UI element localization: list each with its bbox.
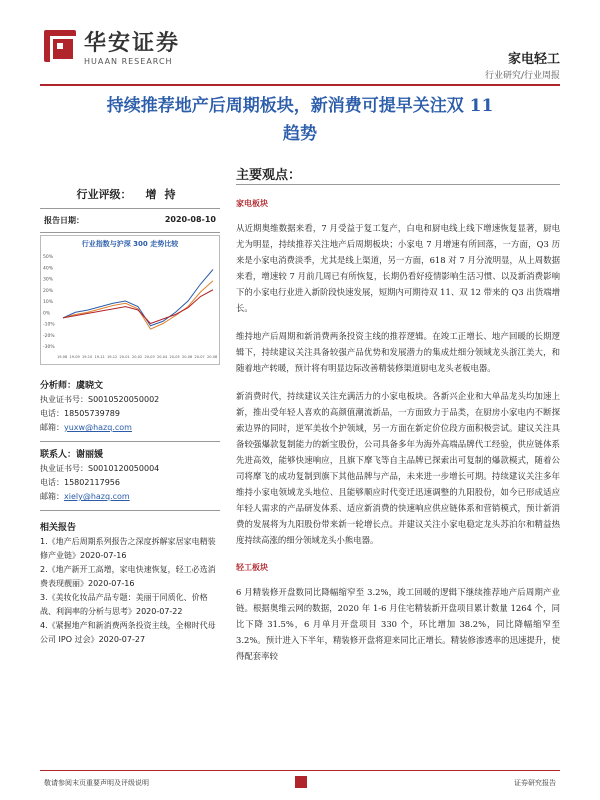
footer-divider: [40, 770, 560, 771]
phone-label: 电话：: [40, 478, 64, 487]
industry-label: 家电轻工: [507, 52, 560, 67]
x-tick-label: 19-11: [94, 355, 105, 359]
report-type: 行业研究/行业周报: [484, 71, 560, 81]
y-tick-label: 40%: [43, 266, 54, 272]
divider: [40, 441, 220, 442]
y-tick-label: -10%: [43, 322, 55, 328]
cert-number: S0010120050004: [88, 464, 160, 473]
main-content: [236, 190, 560, 676]
x-tick-label: 20-04: [157, 355, 168, 359]
related-item[interactable]: 1.《地产后周期系列报告之深度拆解家居家电精装修产业链》2020-07-16: [40, 537, 216, 560]
y-tick-label: 0%: [43, 311, 51, 317]
footer-logo-icon: [295, 776, 307, 788]
paragraph: 新消费时代，持续建议关注充满活力的小家电板块。各新兴企业和大单品龙头均加速上新，推出受年轻人喜欢的高颜值潮流新品，一方面致力于品类，在厨房小家电内不断探索边界的同时，逆军美妆个护领域，另一方面在新定价位段方面积极尝试。建议关注具备较强爆款复制能力的新宝股份，公司具备多年为海外高端品牌代工经验，供应链体系先进高效，能够快速响应，且旗下摩飞等自主品牌已探索出可复制的爆款模式，随着公司将摩飞的成功复制到旗下其他品牌与产品，未来进一步增长可期。持续建议关注多年维持小家电领域龙头地位、且能够顺应时代变迁迅速调整的九阳股份，如今已形成适应年轻人需求的产品研发体系、适应新消费的快速响应供应链体系和营销模式，预计新消费的发展将为九阳股份带来新一轮增长点。并建议关注小家电稳定龙头苏泊尔和精益热度持续高涨的细分领域龙头小熊电器。: [236, 391, 560, 545]
chart-title: 行业指数与沪深 300 走势比较: [81, 240, 179, 248]
x-tick-label: 20-01: [119, 355, 130, 359]
paragraph: 从近期奥维数据来看，7 月受益于复工复产，白电和厨电线上线下增速恢复显著，厨电尤为明显，持续推荐关注地产后周期板块；小家电 7 月增速有所回落，一方面，Q3 历来是小家电消费淡季，尤其是线上渠道，另一方面，618 对 7 月分流明显，从上周数据来看，增速较 7 月前几周已有所恢复，长期仍看好疫情影响生活习惯、以及新消费影响下的小家电行业进入新阶段快速发展，短期内可期待双 11、双 12 带来的 Q3 出货端增长。: [236, 223, 560, 313]
divider: [40, 510, 220, 511]
x-tick-label: 19-08: [57, 355, 68, 359]
chart-svg: [41, 252, 219, 362]
x-tick-label: 20-08: [207, 355, 218, 359]
left-sidebar: [40, 180, 220, 647]
analyst-1: [40, 379, 220, 435]
x-tick-label: 20-02: [132, 355, 143, 359]
y-tick-label: 20%: [43, 288, 54, 294]
related-item[interactable]: 2.《地产新开工高增，家电快速恢复，轻工必选消费表现靓丽》2020-07-16: [40, 565, 216, 588]
x-tick-label: 19-12: [107, 355, 118, 359]
logo-en: HUAAN RESEARCH: [84, 57, 173, 66]
footer-disclaimer: 敬请参阅末页重要声明及评级说明: [44, 779, 149, 787]
analyst-2: [40, 448, 220, 504]
report-title: [40, 92, 560, 148]
contact-name: 谢丽媛: [76, 450, 104, 460]
date-label: 报告日期：: [44, 216, 84, 225]
rating: [40, 180, 220, 208]
logo: [44, 26, 180, 66]
main-points-heading: 主要观点：: [236, 168, 302, 183]
phone-number: 15802117956: [64, 478, 120, 487]
logo-cn: 华安证券: [84, 30, 181, 56]
series-line-0: [63, 270, 213, 326]
related-header: 相关报告: [40, 523, 77, 533]
x-tick-label: 19-10: [82, 355, 93, 359]
date-value: 2020-08-10: [164, 215, 216, 224]
main-divider: [236, 184, 560, 185]
report-date: [40, 209, 220, 232]
x-tick-label: 20-03: [144, 355, 155, 359]
paragraph: 维持地产后周期和新消费两条投资主线的推荐逻辑。在竣工正增长、地产回暖的长期逻辑下，持续建议关注具备较强产品优势和发展潜力的集成灶细分领域龙头浙江美大，和随着地产转暖，预计将有明显边际改善精装修渠道厨电龙头老板电器。: [236, 331, 560, 373]
header-divider: [40, 84, 560, 86]
y-tick-label: -30%: [43, 345, 55, 350]
related-item[interactable]: 4.《紧握地产和新消费两条投资主线，全棉时代母公司 IPO 过会》2020-07-27: [40, 621, 216, 644]
y-tick-label: 50%: [43, 255, 54, 260]
phone-label: 电话：: [40, 409, 64, 418]
logo-mark-icon: [44, 30, 76, 62]
related-item[interactable]: 3.《美妆化妆品产品专题：美丽于同质化、价格战、利润率的分析与思考》2020-07-22: [40, 593, 208, 616]
email-label: 邮箱：: [40, 423, 64, 432]
rating-label: 行业评级：: [76, 188, 132, 201]
rating-value: 增持: [145, 188, 184, 201]
divider: [40, 232, 220, 233]
cert-label: 执业证书号：: [40, 395, 88, 404]
analyst-name: 虞晓文: [76, 381, 104, 391]
section-tag-light-industry: 轻工板块: [236, 563, 268, 572]
cert-number: S0010520050002: [88, 395, 160, 404]
phone-number: 18505739789: [64, 409, 120, 418]
x-tick-label: 20-06: [182, 355, 193, 359]
email-link[interactable]: xiely@hazq.com: [64, 492, 130, 501]
x-tick-label: 20-07: [194, 355, 205, 359]
y-tick-label: 10%: [43, 300, 54, 305]
index-chart: [40, 235, 220, 365]
related-reports: [40, 521, 220, 647]
y-tick-label: 30%: [43, 277, 54, 283]
section-tag-appliance: 家电板块: [236, 199, 268, 208]
paragraph: 6 月精装修开盘数同比降幅缩窄至 3.2%，竣工回暖的逻辑下继续推荐地产后周期产业链。根据奥维云网的数据，2020 年 1-6 月住宅精装新开盘项目累计数量 1264 个，同比下降 31.5%，6 月单月开盘项目 330 个，环比增加 38.2%，同比降幅缩窄至 3.2%。预计进入下半年，精装修开盘将迎来同比正增长。精装修渗透率的迅速提升，使得配套率较: [236, 587, 560, 661]
x-tick-label: 19-09: [69, 355, 80, 359]
email-link[interactable]: yuxw@hazq.com: [64, 423, 132, 432]
title-line1: 持续推荐地产后周期板块，新消费可提早关注双 11: [106, 96, 494, 116]
email-label: 邮箱：: [40, 492, 64, 501]
contact-label: 联系人：: [40, 450, 77, 460]
footer-label: 证券研究报告: [514, 779, 556, 787]
cert-label: 执业证书号：: [40, 464, 88, 473]
y-tick-label: -20%: [43, 333, 55, 339]
analyst-label: 分析师：: [40, 381, 77, 391]
title-line2: 趋势: [283, 124, 317, 144]
x-tick-label: 20-05: [169, 355, 180, 359]
